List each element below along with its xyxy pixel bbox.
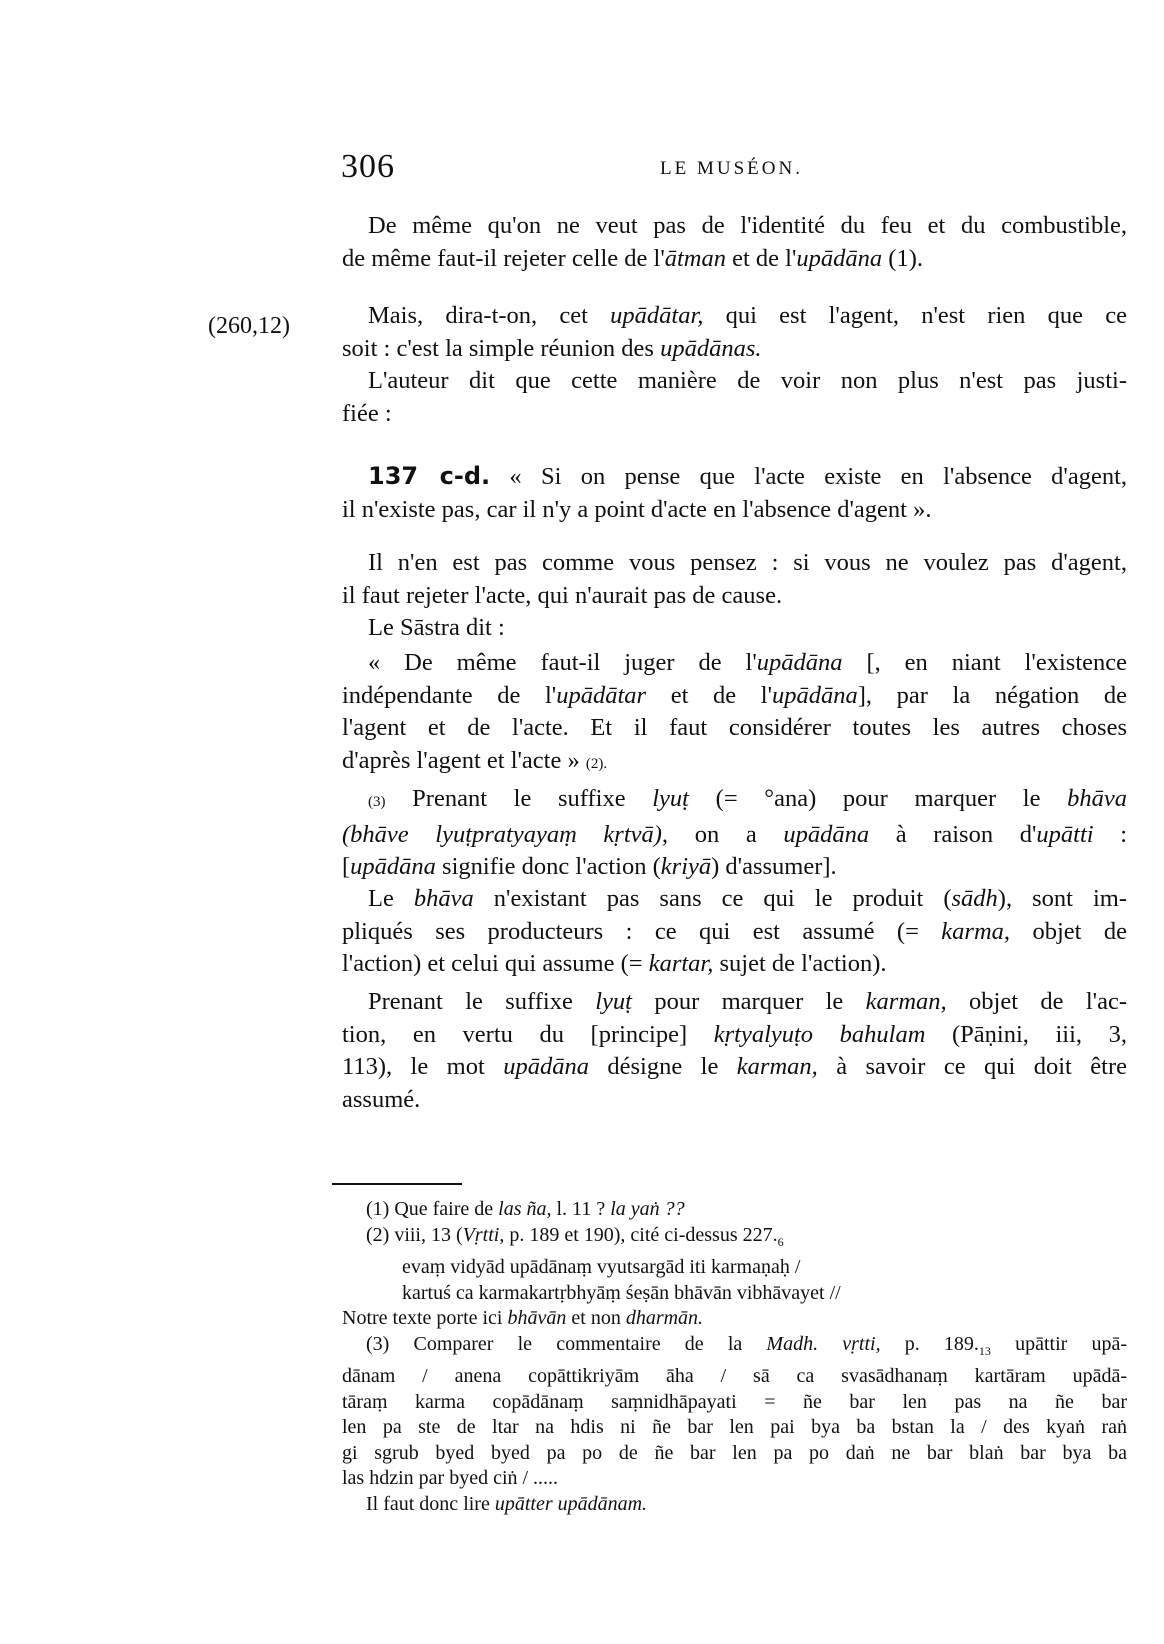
paragraph-3	[342, 547, 1127, 645]
p7-line-2: tion, en vertu du [principe] kṛtyalyuṭo bahulam (Pāṇini, iii, 3,	[342, 1020, 1127, 1048]
p4-line-4: d'après l'agent et l'acte » (2).	[342, 746, 608, 774]
p3-line-2: il faut rejeter l'acte, qui n'aurait pas de cause.	[342, 581, 783, 609]
p7-line-1: Prenant le suffixe lyuṭ pour marquer le karman, objet de l'ac-	[368, 988, 1127, 1015]
footnote-3-conclusion: Il faut donc lire upātter upādānam.	[366, 1492, 648, 1515]
footnote-3-line-3: tāraṃ karma copādānaṃ saṃnidhāpayati = ñe bar len pas na ñe bar	[342, 1390, 1127, 1413]
footnote-2: (2) viii, 13 (Vṛtti, p. 189 et 190), cité ci-dessus $227._6$	[366, 1223, 784, 1249]
footnote-2-remark: Notre texte porte ici bhāvān et non dharmān.	[342, 1307, 704, 1329]
footnote-3-line-6: las hdzin par byed ciṅ / .....	[342, 1467, 559, 1489]
paragraph-6	[342, 883, 1127, 981]
p5-line-3: [upādāna signifie donc l'action (kriyā) d'assumer].	[342, 853, 837, 880]
footnote-1: (1) Que faire de las ña, l. 11 ? la yaṅ ??	[366, 1198, 685, 1220]
paragraph-1	[342, 210, 1127, 275]
running-title: LE MUSÉON.	[660, 158, 803, 179]
footnote-3: (3) Comparer le commentaire de la Madh. vṛtti, p. $189._{13}$ upāttir upā-	[366, 1332, 1127, 1358]
footnote-2-verse-2: kartuś ca karmakartṛbhyāṃ śeṣān bhāvān vibhāvayet //	[402, 1281, 841, 1304]
margin-reference: (260,12)	[208, 313, 290, 339]
p3-line-3: Le Sāstra dit :	[368, 614, 505, 641]
paragraph-7	[342, 986, 1127, 1116]
footnote-3-line-4: len pa ste de ltar na hdis ni ñe bar len pai bya ba bstan la / des kyaṅ raṅ	[342, 1416, 1127, 1438]
verse-137	[342, 460, 1127, 526]
p4-line-1: « De même faut-il juger de l'upādāna [, en niant l'existence	[368, 649, 1127, 676]
p2-line-3: L'auteur dit que cette manière de voir non plus n'est pas justi-	[368, 367, 1127, 394]
footnote-rule	[332, 1183, 462, 1185]
verse-line-2: il n'existe pas, car il n'y a point d'acte en l'absence d'agent ».	[342, 495, 932, 523]
p2-line-4: fiée :	[342, 399, 392, 427]
p6-line-1: Le bhāva n'existant pas sans ce qui le produit (sādh), sont im-	[368, 885, 1128, 912]
footnote-3-line-5: gi sgrub byed byed pa po de ñe bar len pa po daṅ ne bar blaṅ bar bya ba	[342, 1441, 1127, 1464]
p2-line-2: soit : c'est la simple réunion des upādānas.	[342, 334, 762, 362]
footnote-2-verse-1: evaṃ vidyād upādānaṃ vyutsargād iti karmaṇaḥ /	[402, 1256, 801, 1278]
p7-line-4: assumé.	[342, 1085, 421, 1113]
footnote-3-line-2: dānam / anena copāttikriyām āha / sā ca svasādhanaṃ kartāram upādā-	[342, 1365, 1127, 1387]
p3-line-1: Il n'en est pas comme vous pensez : si vous ne voulez pas d'agent,	[368, 549, 1127, 576]
p6-line-2: pliqués ses producteurs : ce qui est assumé (= karma, objet de	[342, 917, 1127, 945]
p4-line-3: l'agent et de l'acte. Et il faut considérer toutes les autres choses	[342, 714, 1127, 741]
footnotes	[342, 1197, 1127, 1517]
p5-line-1: (3) Prenant le suffixe lyuṭ (= °ana) pour marquer le bhāva	[368, 785, 1127, 812]
p5-line-2: (bhāve lyuṭpratyayaṃ kṛtvā), on a upādāna à raison d'upātti :	[342, 820, 1127, 848]
paragraph-2	[342, 300, 1127, 430]
page-number: 306	[341, 148, 395, 185]
verse-line-1: 137 c-d. « Si on pense que l'acte existe en l'absence d'agent,	[368, 462, 1128, 490]
verse-number: 137 c-d.	[368, 462, 491, 490]
p1-line-2: de même faut-il rejeter celle de l'ātman et de l'upādāna (1).	[342, 244, 923, 272]
p6-line-3: l'action) et celui qui assume (= kartar, sujet de l'action).	[342, 950, 887, 977]
p4-line-2: indépendante de l'upādātar et de l'upādāna], par la négation de	[342, 681, 1127, 709]
paragraph-4	[342, 647, 1127, 780]
p2-line-1: Mais, dira-t-on, cet upādātar, qui est l'agent, n'est rien que ce	[368, 302, 1127, 329]
p7-line-3: 113), le mot upādāna désigne le karman, à savoir ce qui doit être	[342, 1053, 1127, 1080]
p1-line-1: De même qu'on ne veut pas de l'identité du feu et du combustible,	[368, 212, 1127, 239]
paragraph-5	[342, 783, 1127, 884]
